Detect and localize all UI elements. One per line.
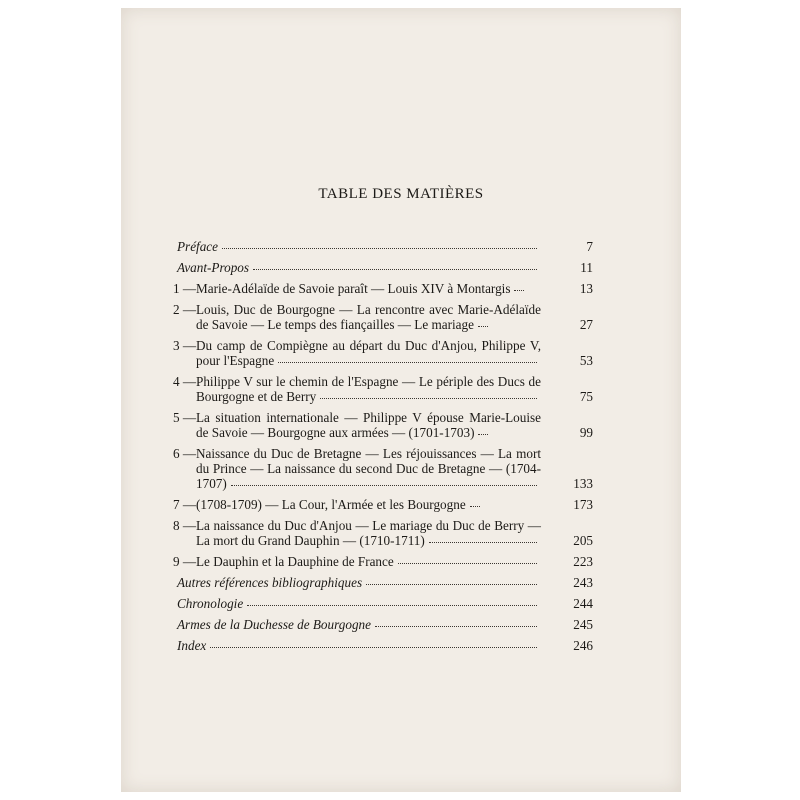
toc-entry (169, 617, 593, 632)
dot-leader (253, 269, 537, 270)
toc-page-number: 27 (579, 317, 593, 332)
dot-leader (320, 398, 537, 399)
toc-entry-body (196, 374, 541, 404)
dot-leader (398, 563, 537, 564)
toc-entry (169, 638, 593, 653)
dot-leader (278, 362, 537, 363)
toc-page-number: 13 (579, 281, 593, 296)
toc-entry (169, 374, 593, 404)
toc-entry-title: Armes de la Duchesse de Bourgogne (177, 617, 371, 632)
toc-entry-title: Du camp de Compiègne au départ du Duc d'Anjou, Philippe V, pour l'Espagne (196, 338, 541, 368)
toc-entry-body (196, 446, 541, 491)
toc-entry-number: 6 — (173, 446, 197, 461)
toc-entry (169, 446, 593, 491)
dot-leader (231, 485, 537, 486)
toc-entry (169, 518, 593, 548)
toc-page-number: 11 (580, 260, 593, 275)
toc-entry-body (177, 638, 541, 653)
toc-entry-title: Chronologie (177, 596, 244, 611)
toc-entry-body (177, 239, 541, 254)
toc-page-number: 173 (573, 497, 593, 512)
toc-entry-number: 3 — (173, 338, 197, 353)
toc-entry-body (196, 554, 541, 569)
toc-entry (169, 575, 593, 590)
book-page (121, 8, 681, 792)
dot-leader (366, 584, 537, 585)
toc-page-number: 53 (579, 353, 593, 368)
toc-page-number: 133 (573, 476, 593, 491)
toc-entry (169, 554, 593, 569)
toc-entry-body (196, 281, 541, 296)
toc-page-number: 245 (573, 617, 593, 632)
dot-leader (514, 290, 524, 291)
dot-leader (247, 605, 537, 606)
toc-page-number: 75 (579, 389, 593, 404)
toc-entry-title: Index (177, 638, 207, 653)
toc-entry-title: La situation internationale — Philippe V épouse Marie-Louise de Savoie — Bourgogne aux armées — (1701-1703) (196, 410, 541, 440)
toc-entry-title: Philippe V sur le chemin de l'Espagne — Le périple des Ducs de Bourgogne et de Berry (196, 374, 541, 404)
toc-entry (169, 497, 593, 512)
toc-entry-number: 4 — (173, 374, 197, 389)
toc-entry-body (177, 596, 541, 611)
toc-page-number: 7 (586, 239, 593, 254)
dot-leader (222, 248, 537, 249)
toc-entry-body (196, 338, 541, 368)
toc-entry-body (196, 410, 541, 440)
toc-entry-title: Autres références bibliographiques (177, 575, 363, 590)
toc-page-number: 99 (579, 425, 593, 440)
dot-leader (470, 506, 480, 507)
toc-entry-body (177, 617, 541, 632)
toc-entry-body (196, 302, 541, 332)
toc-entry (169, 410, 593, 440)
toc-entry-title: (1708-1709) — La Cour, l'Armée et les Bourgogne (196, 497, 466, 512)
toc-entry (169, 239, 593, 254)
toc-entry-number: 9 — (173, 554, 197, 569)
toc-entry (169, 302, 593, 332)
toc-entry (169, 260, 593, 275)
toc-entry-body (196, 518, 541, 548)
toc-page-number: 246 (573, 638, 593, 653)
toc-entry-number: 2 — (173, 302, 197, 317)
toc-entry (169, 596, 593, 611)
toc-page-number: 223 (573, 554, 593, 569)
toc-entry-number: 8 — (173, 518, 197, 533)
toc-page-number: 205 (573, 533, 593, 548)
toc-entry-body (196, 497, 541, 512)
toc-entry-title: Avant-Propos (177, 260, 250, 275)
toc-page-number: 243 (573, 575, 593, 590)
toc-entry-number: 7 — (173, 497, 197, 512)
toc-entry (169, 281, 593, 296)
dot-leader (478, 434, 488, 435)
dot-leader (210, 647, 537, 648)
toc-entry-body (177, 260, 541, 275)
toc-entry-title: Le Dauphin et la Dauphine de France (196, 554, 394, 569)
toc-entry-body (177, 575, 541, 590)
toc-entry (169, 338, 593, 368)
toc-entry-title: Louis, Duc de Bourgogne — La rencontre avec Marie-Adélaïde de Savoie — Le temps des fiançailles — Le mariage (196, 302, 541, 332)
dot-leader (375, 626, 537, 627)
toc-entry-number: 1 — (173, 281, 197, 296)
table-of-contents (169, 239, 593, 659)
page-title: TABLE DES MATIÈRES (318, 186, 484, 202)
toc-page-number: 244 (573, 596, 593, 611)
toc-entry-title: Préface (177, 239, 219, 254)
toc-entry-number: 5 — (173, 410, 197, 425)
dot-leader (429, 542, 537, 543)
toc-entry-title: La naissance du Duc d'Anjou — Le mariage du Duc de Berry — La mort du Grand Dauphin — (1710-1711) (196, 518, 541, 548)
toc-entry-title: Marie-Adélaïde de Savoie paraît — Louis XIV à Montargis (196, 281, 511, 296)
dot-leader (478, 326, 488, 327)
toc-entry-title: Naissance du Duc de Bretagne — Les réjouissances — La mort du Prince — La naissance du second Duc de Bretagne — (1704-1707) (196, 446, 541, 491)
